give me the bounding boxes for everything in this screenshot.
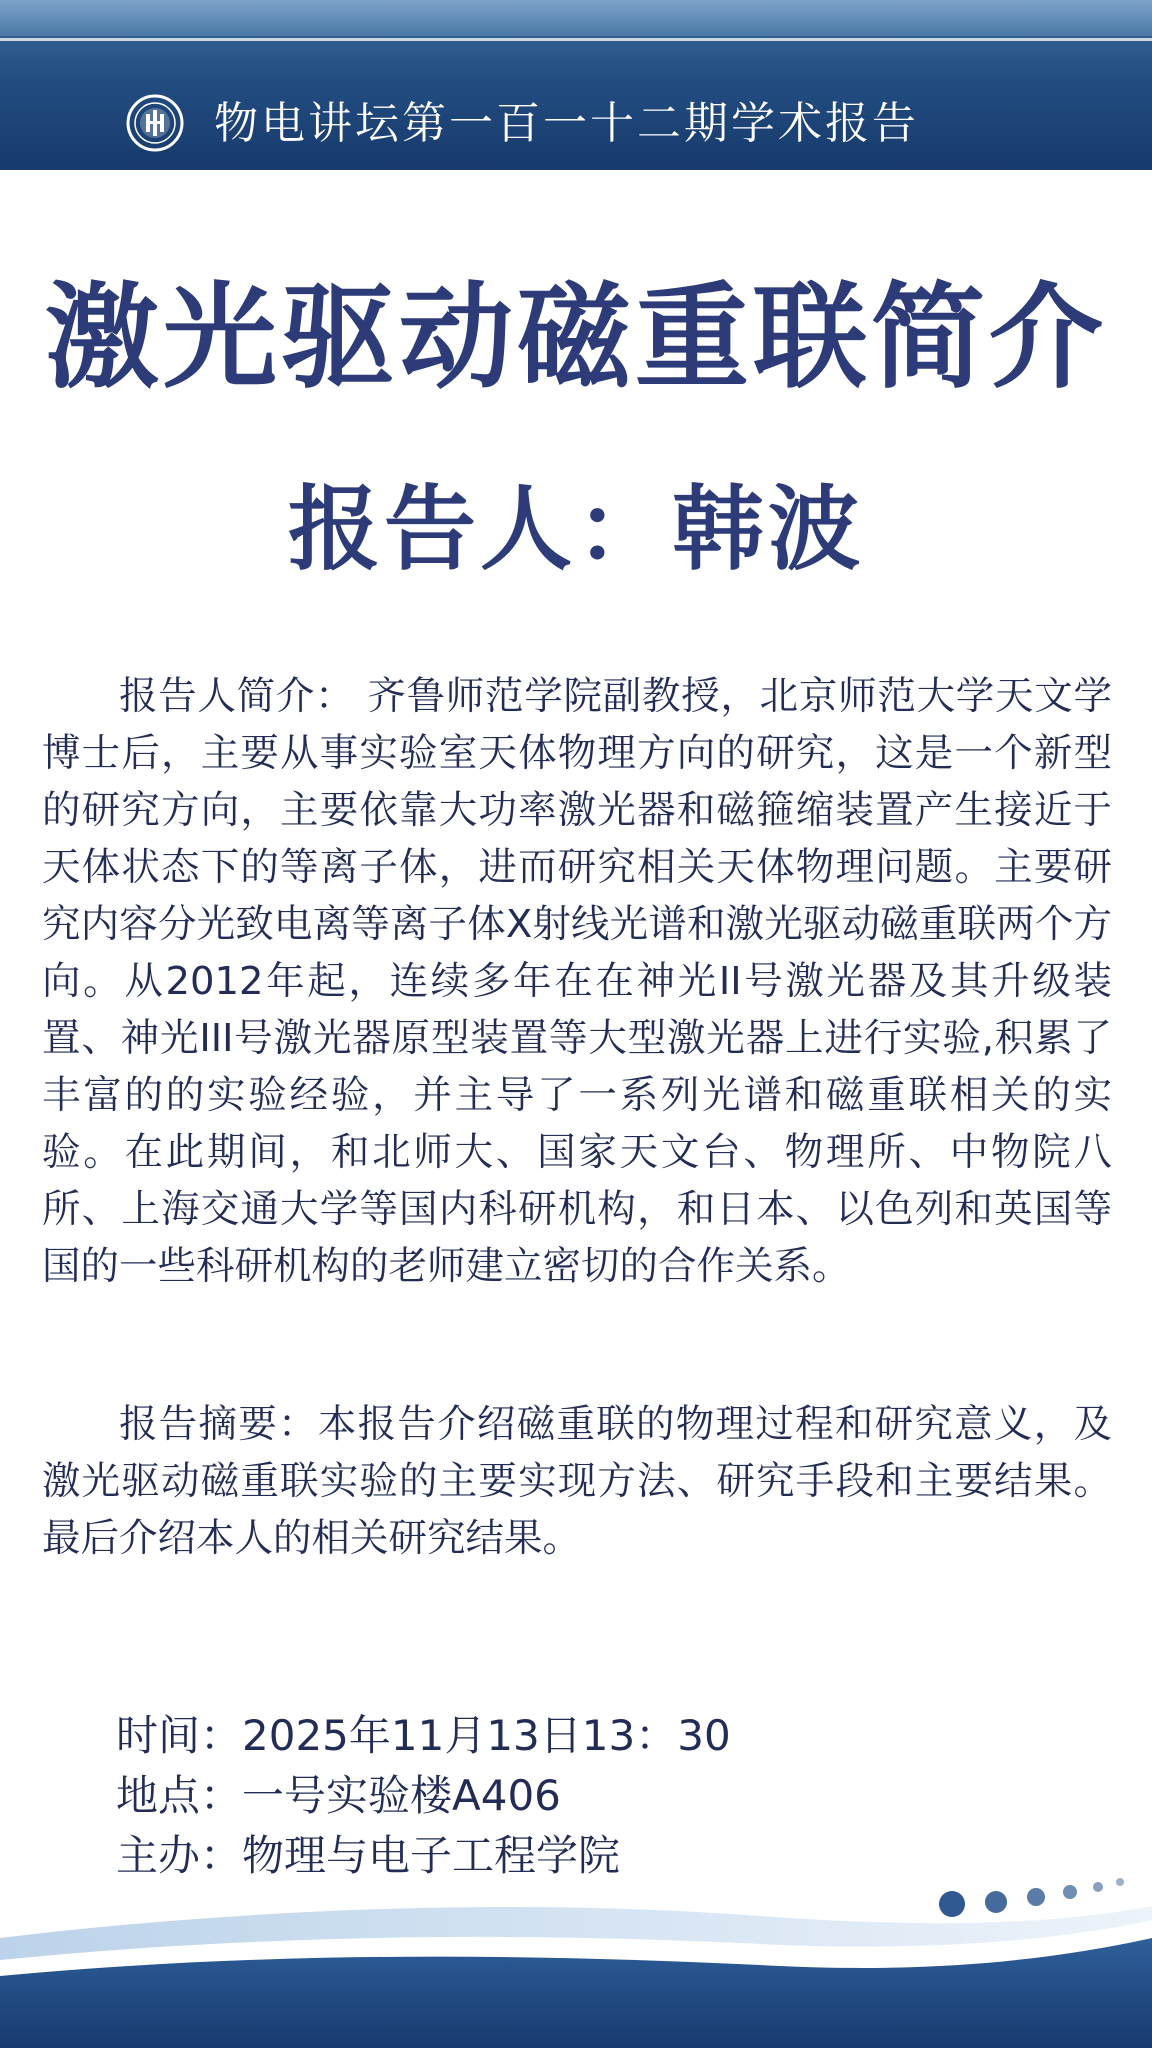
header-title: 物电讲坛第一百一十二期学术报告 xyxy=(214,98,919,149)
lecture-title: 激光驱动磁重联简介 xyxy=(44,271,1107,404)
university-seal-icon xyxy=(126,94,184,152)
footer-wave-decoration xyxy=(0,1868,1152,2048)
event-location: 地点：一号实验楼A406 xyxy=(116,1771,561,1820)
header-banner xyxy=(0,0,1152,170)
decorative-dots xyxy=(939,1878,1124,1917)
lecture-abstract: 报告摘要：本报告介绍磁重联的物理过程和研究意义，及激光驱动磁重联实验的主要实现方法、研究手段和主要结果。最后介绍本人的相关研究结果。 xyxy=(42,1402,1112,1561)
header-divider-line xyxy=(0,38,1152,41)
speaker-name: 报告人：韩波 xyxy=(287,476,864,583)
header-top-strip xyxy=(0,0,1152,36)
speaker-bio: 报告人简介： 齐鲁师范学院副教授，北京师范大学天文学博士后，主要从事实验室天体物理方向的研究，这是一个新型的研究方向，主要依靠大功率激光器和磁箍缩装置产生接近于天体状态下的等离子体，进而研究相关天体物理问题。主要研究内容分光致电离等离子体X射线光谱和激光驱动磁重联两个方向。从2012年起，连续多年在在神光II号激光器及其升级装置、神光III号激光器原型装置等大型激光器上进行实验,积累了丰富的的实验经验，并主导了一系列光谱和磁重联相关的实验。在此期间，和北师大、国家天文台、物理所、中物院八所、上海交通大学等国内科研机构，和日本、以色列和英国等国的一些科研机构的老师建立密切的合作关系。 xyxy=(42,674,1112,1289)
event-host: 主办：物理与电子工程学院 xyxy=(116,1831,621,1880)
event-time: 时间：2025年11月13日13：30 xyxy=(116,1711,731,1760)
